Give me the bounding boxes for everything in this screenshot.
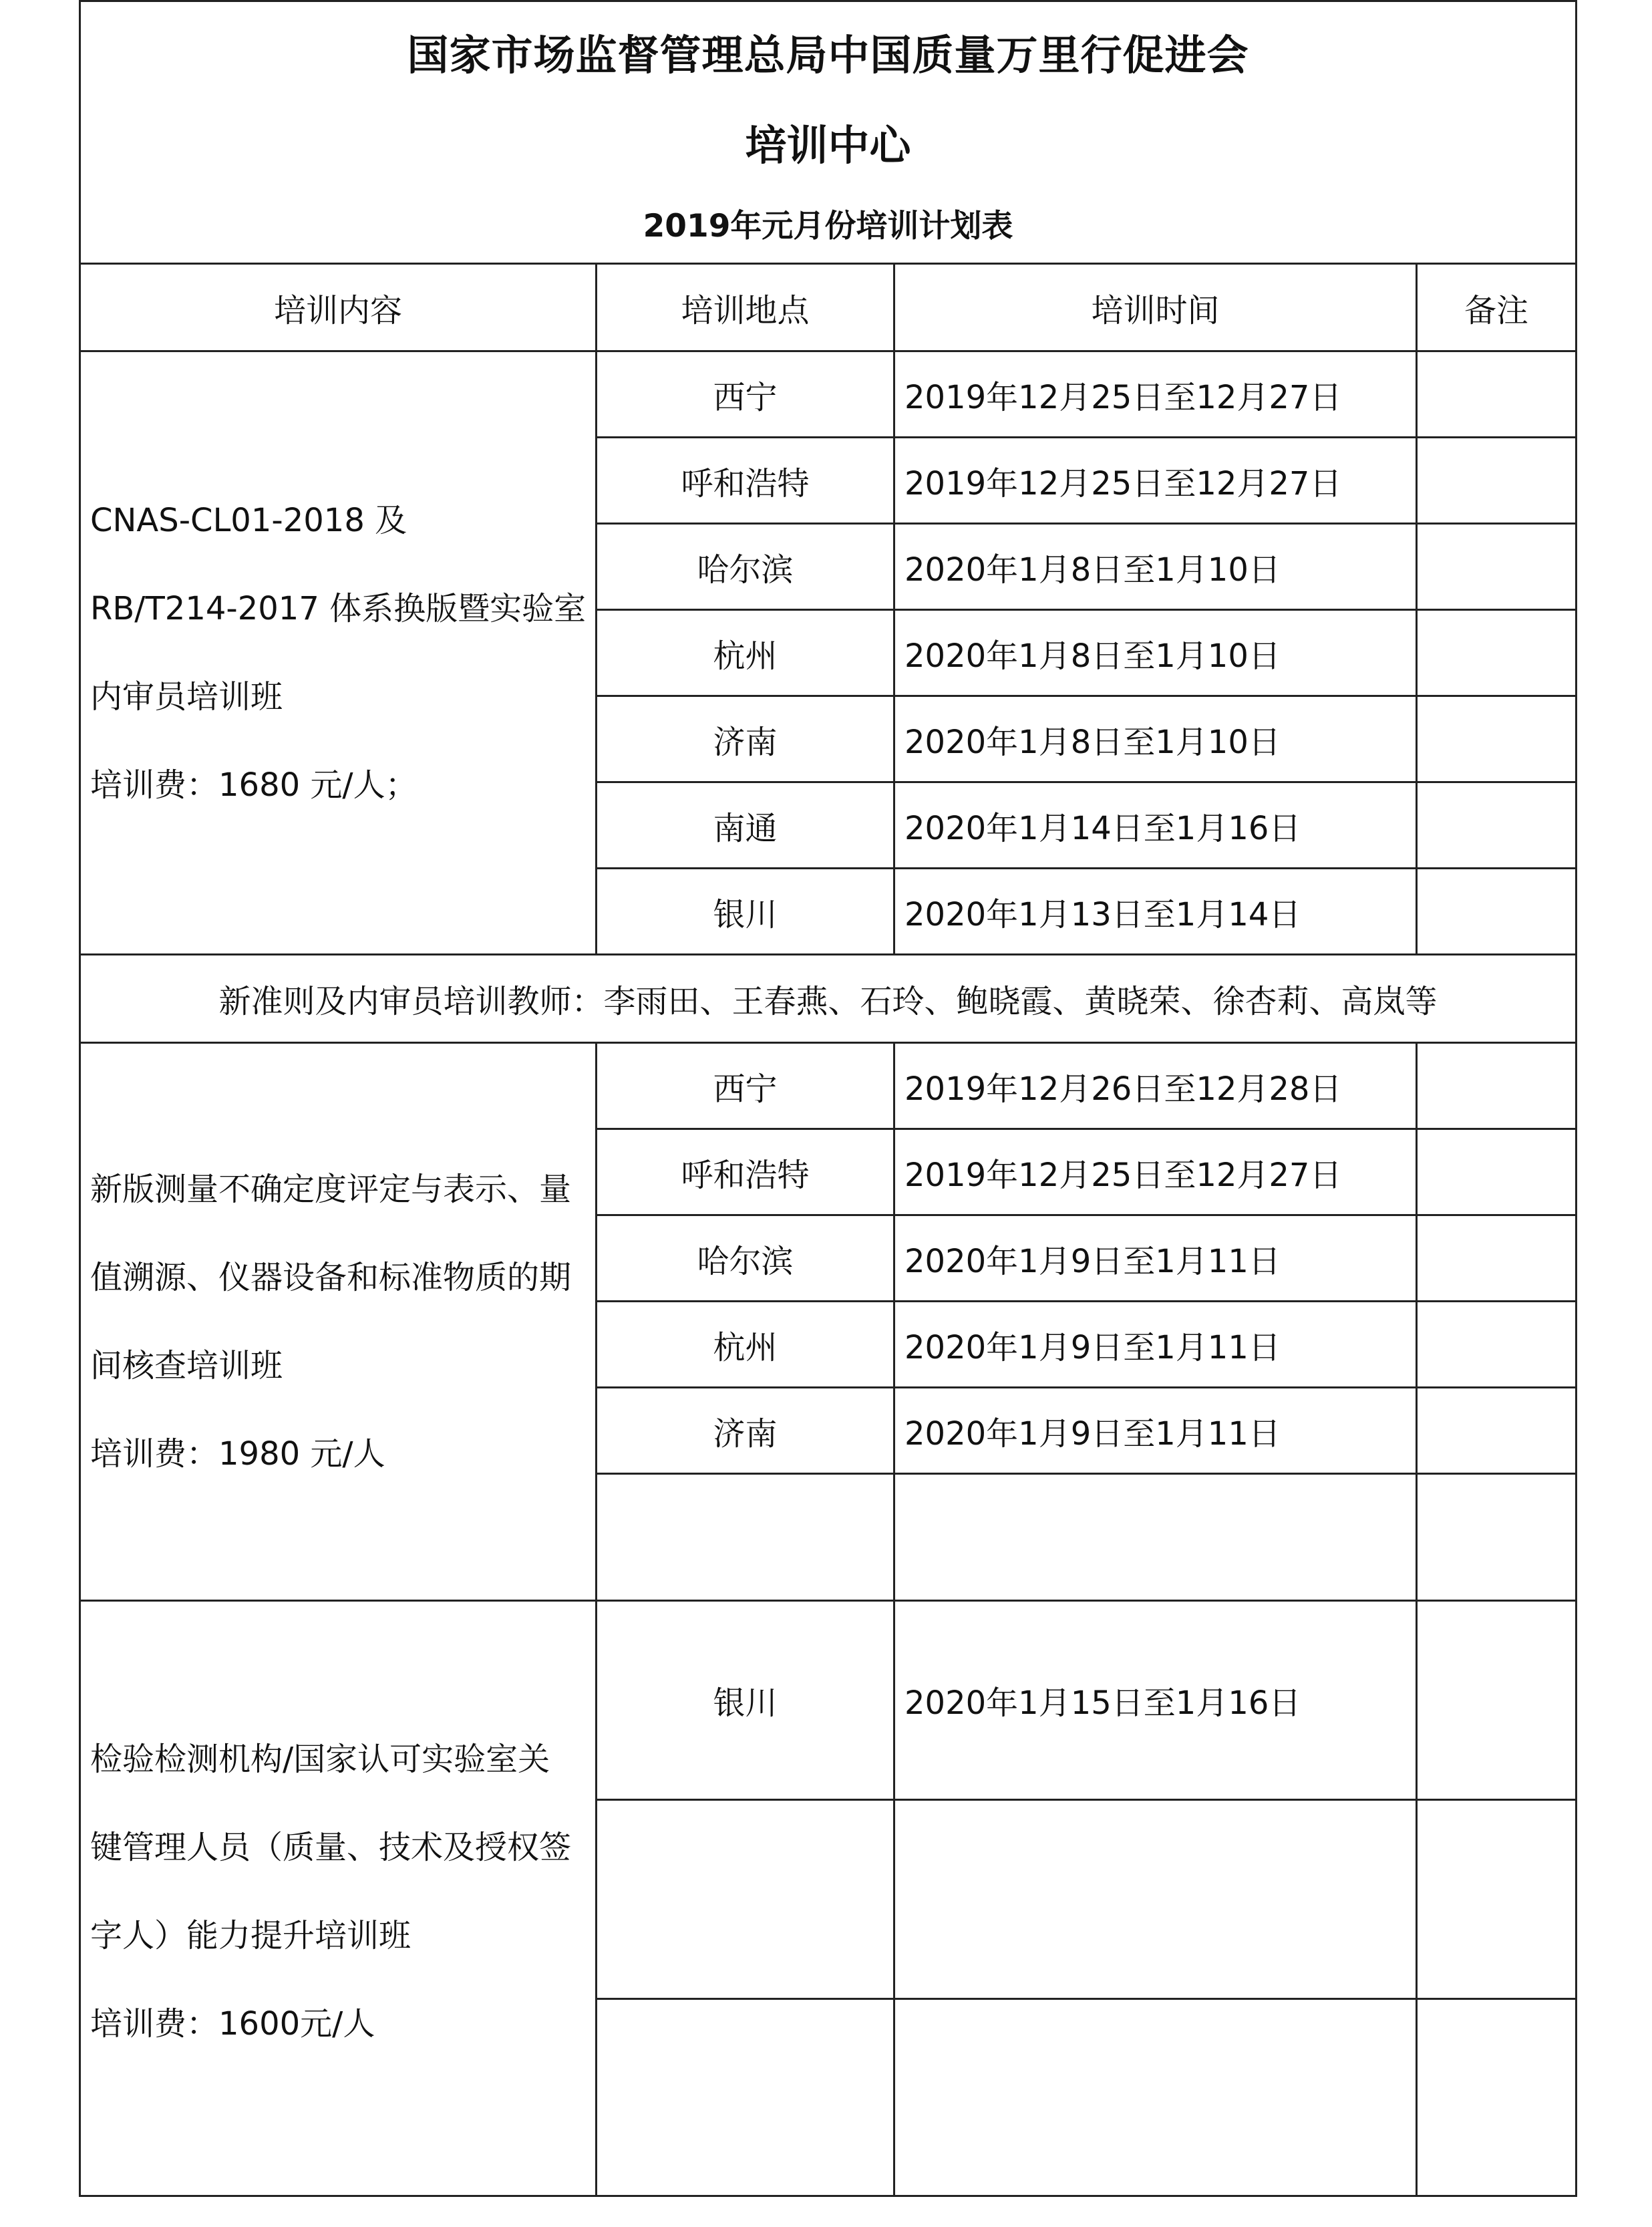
location-cell: 银川 xyxy=(597,1601,894,1800)
note-cell xyxy=(1417,696,1577,782)
note-cell xyxy=(1417,782,1577,869)
location-cell: 西宁 xyxy=(597,351,894,438)
time-cell: 2019年12月25日至12月27日 xyxy=(894,438,1417,524)
location-cell: 济南 xyxy=(597,696,894,782)
plan-title: 2019年元月份培训计划表 xyxy=(643,208,1013,245)
location-cell: 呼和浩特 xyxy=(597,438,894,524)
col-header-time: 培训时间 xyxy=(894,264,1417,351)
time-cell xyxy=(894,1800,1417,1999)
location-cell: 银川 xyxy=(597,869,894,955)
time-cell xyxy=(894,1474,1417,1601)
note-cell xyxy=(1417,1999,1577,2196)
course-1-fee: 培训费：1680 元/人； xyxy=(90,766,418,804)
time-cell: 2020年1月9日至1月11日 xyxy=(894,1302,1417,1388)
table-row xyxy=(80,1601,1577,1800)
location-cell: 南通 xyxy=(597,782,894,869)
location-cell: 呼和浩特 xyxy=(597,1129,894,1215)
note-cell xyxy=(1417,869,1577,955)
title-block xyxy=(80,1,1577,264)
note-cell xyxy=(1417,351,1577,438)
location-cell: 哈尔滨 xyxy=(597,524,894,610)
location-cell xyxy=(597,1999,894,2196)
location-cell: 济南 xyxy=(597,1388,894,1474)
time-cell: 2020年1月8日至1月10日 xyxy=(894,696,1417,782)
training-schedule-table xyxy=(79,0,1577,2197)
note-cell xyxy=(1417,1215,1577,1302)
note-cell xyxy=(1417,1302,1577,1388)
teachers-line: 新准则及内审员培训教师：李雨田、王春燕、石玲、鲍晓霞、黄晓荣、徐杏莉、高岚等 xyxy=(80,955,1577,1043)
course-3-fee: 培训费：1600元/人 xyxy=(90,2005,375,2043)
table-row xyxy=(80,1043,1577,1129)
note-cell xyxy=(1417,610,1577,696)
time-cell: 2020年1月14日至1月16日 xyxy=(894,782,1417,869)
location-cell: 杭州 xyxy=(597,610,894,696)
col-header-content: 培训内容 xyxy=(80,264,597,351)
note-cell xyxy=(1417,1474,1577,1601)
teachers-row xyxy=(80,955,1577,1043)
note-cell xyxy=(1417,438,1577,524)
note-cell xyxy=(1417,1800,1577,1999)
time-cell: 2020年1月8日至1月10日 xyxy=(894,610,1417,696)
time-cell: 2020年1月8日至1月10日 xyxy=(894,524,1417,610)
table-row xyxy=(80,351,1577,438)
location-cell: 哈尔滨 xyxy=(597,1215,894,1302)
time-cell: 2020年1月9日至1月11日 xyxy=(894,1388,1417,1474)
col-header-note: 备注 xyxy=(1417,264,1577,351)
course-2-fee: 培训费：1980 元/人 xyxy=(90,1435,385,1473)
note-cell xyxy=(1417,1043,1577,1129)
location-cell: 杭州 xyxy=(597,1302,894,1388)
time-cell: 2019年12月25日至12月27日 xyxy=(894,1129,1417,1215)
note-cell xyxy=(1417,1388,1577,1474)
location-cell xyxy=(597,1800,894,1999)
location-cell: 西宁 xyxy=(597,1043,894,1129)
note-cell xyxy=(1417,1129,1577,1215)
time-cell xyxy=(894,1999,1417,2196)
time-cell: 2020年1月15日至1月16日 xyxy=(894,1601,1417,1800)
org-title: 国家市场监督管理总局中国质量万里行促进会 xyxy=(407,31,1249,80)
time-cell: 2020年1月13日至1月14日 xyxy=(894,869,1417,955)
column-header-row xyxy=(80,264,1577,351)
location-cell xyxy=(597,1474,894,1601)
time-cell: 2020年1月9日至1月11日 xyxy=(894,1215,1417,1302)
course-1-description: CNAS-CL01-2018 及 RB/T214-2017 体系换版暨实验室 内审员培训班 培训费：1680 元/人； xyxy=(80,351,597,955)
course-3-description: 检验检测机构/国家认可实验室关 键管理人员（质量、技术及授权签 字人）能力提升培训班 培训费：1600元/人 xyxy=(80,1601,597,2196)
note-cell xyxy=(1417,524,1577,610)
note-cell xyxy=(1417,1601,1577,1800)
col-header-location: 培训地点 xyxy=(597,264,894,351)
time-cell: 2019年12月25日至12月27日 xyxy=(894,351,1417,438)
course-2-description: 新版测量不确定度评定与表示、量 值溯源、仪器设备和标准物质的期 间核查培训班 培训费：1980 元/人 xyxy=(80,1043,597,1601)
time-cell: 2019年12月26日至12月28日 xyxy=(894,1043,1417,1129)
center-title: 培训中心 xyxy=(745,121,911,170)
